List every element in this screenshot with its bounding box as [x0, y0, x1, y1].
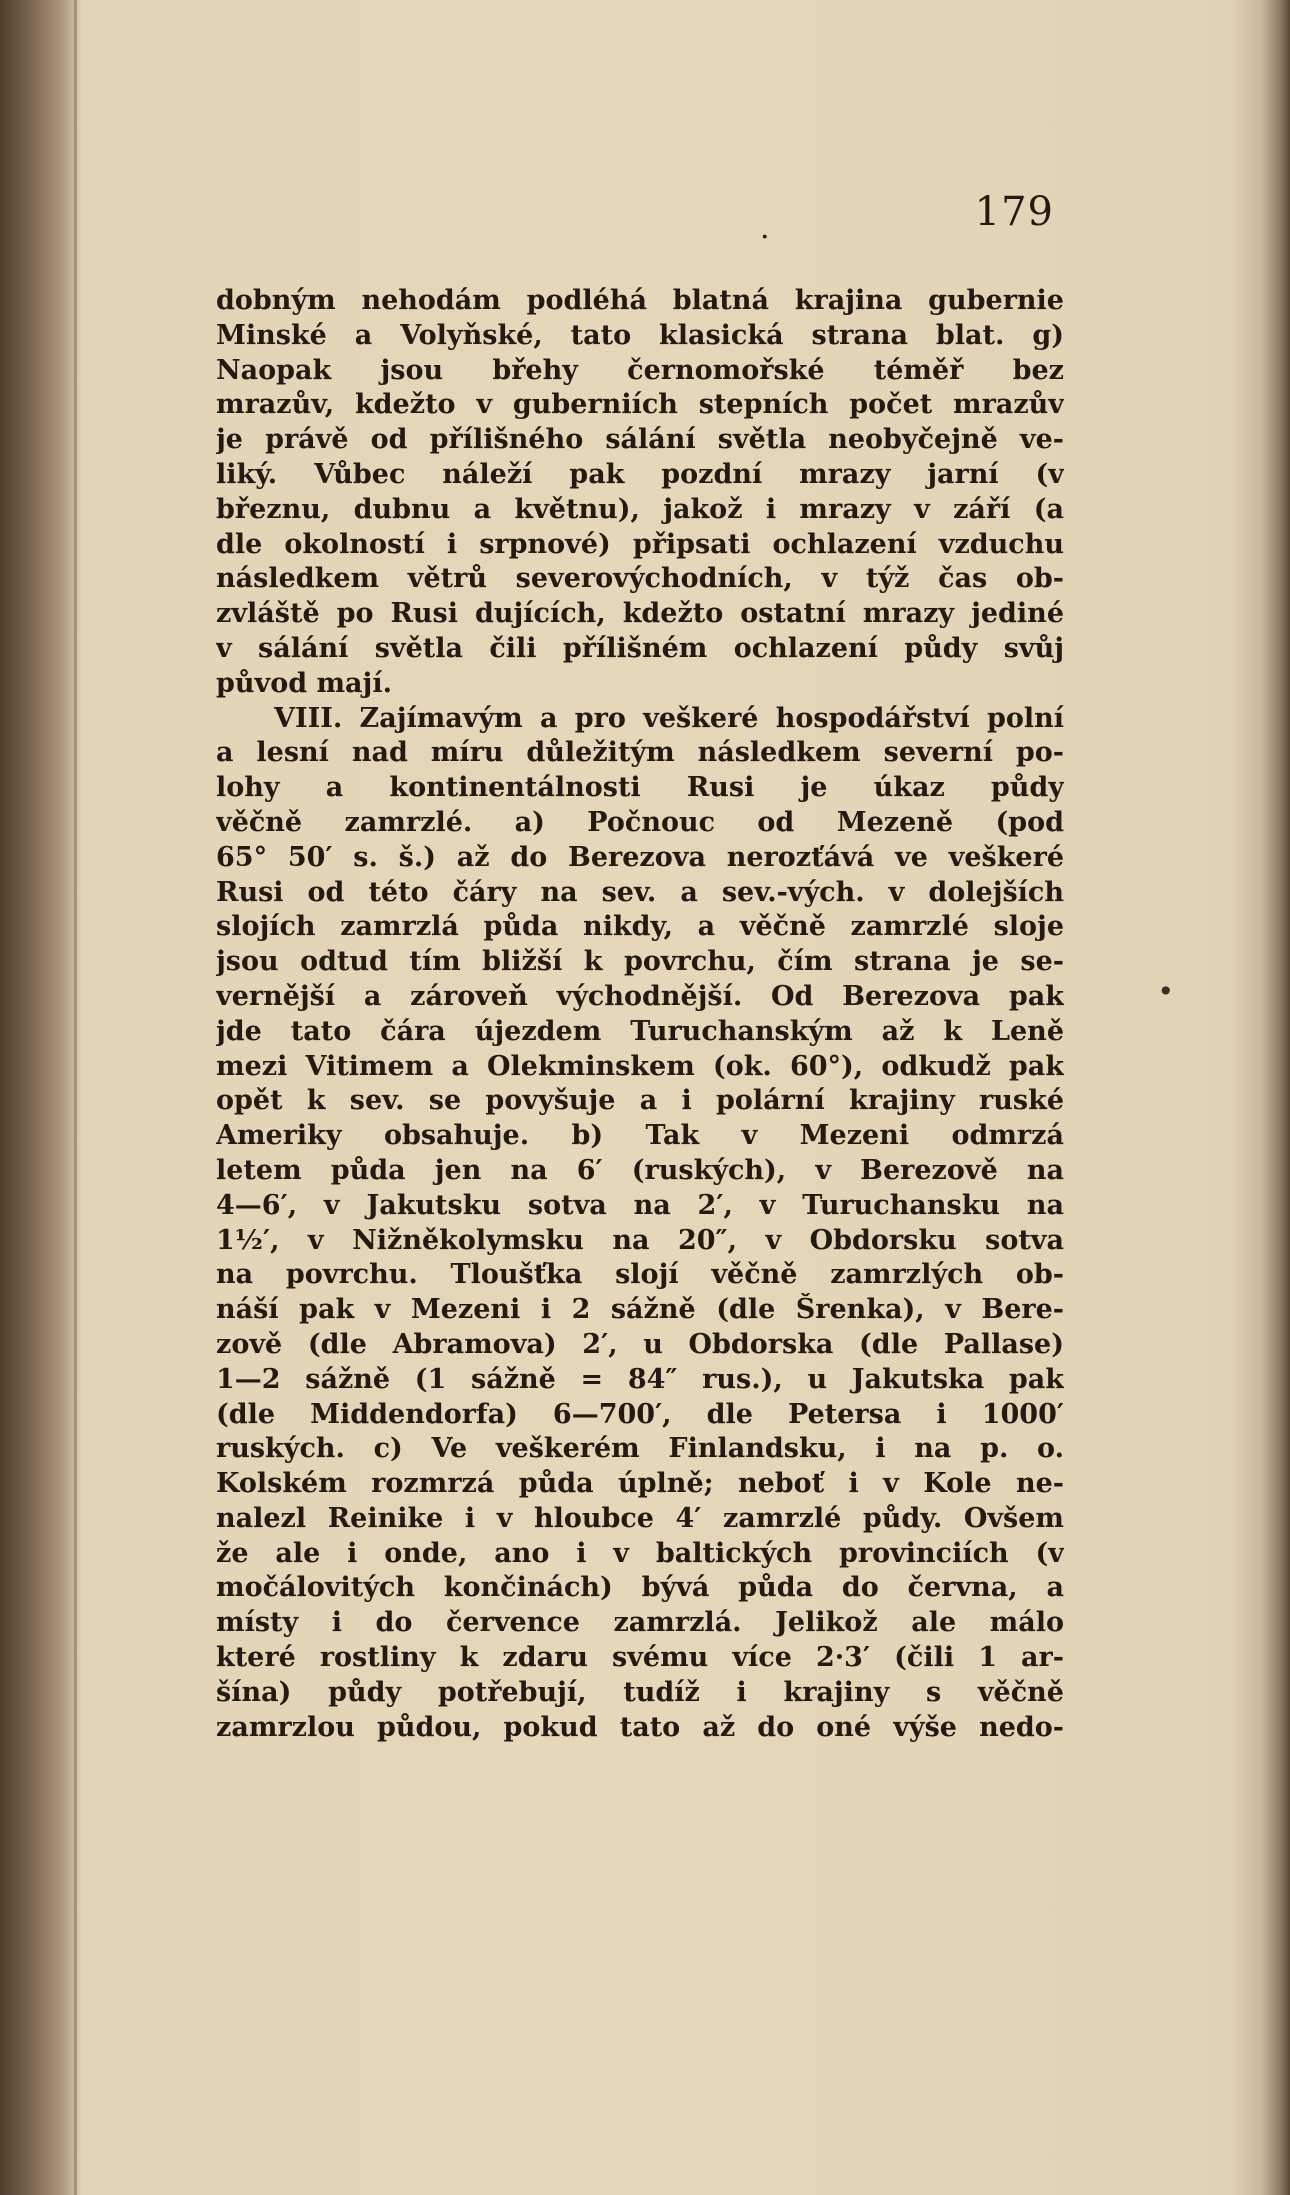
- text-line: věčně zamrzlé. a) Počnouc od Mezeně (pod: [216, 806, 1064, 838]
- text-line: dle okolností i srpnové) připsati ochlazení vzduchu: [216, 528, 1064, 560]
- text-line: lohy a kontinentálnosti Rusi je úkaz půdy: [216, 772, 1064, 804]
- text-line: močálovitých končinách) bývá půda do června, a: [216, 1572, 1064, 1604]
- text-line: že ale i onde, ano i v baltických provinciích (v: [216, 1537, 1064, 1569]
- text-line: jde tato čára újezdem Turuchanským až k Leně: [216, 1015, 1064, 1047]
- text-line: mezi Vitimem a Olekminskem (ok. 60°), odkudž pak: [216, 1050, 1064, 1082]
- text-line: zamrzlou půdou, pokud tato až do oné výše nedo-: [216, 1711, 1064, 1743]
- text-line: které rostliny k zdaru svému více 2·3′ (čili 1 ar-: [216, 1642, 1064, 1674]
- text-line: v sálání světla čili přílišném ochlazení půdy svůj: [216, 632, 1064, 664]
- text-line: březnu, dubnu a květnu), jakož i mrazy v září (a: [216, 493, 1064, 525]
- text-line: liký. Vůbec náleží pak pozdní mrazy jarní (v: [216, 458, 1064, 490]
- text-line: 1½′, v Nižněkolymsku na 20″, v Obdorsku sotva: [216, 1224, 1064, 1256]
- text-line: letem půda jen na 6′ (ruských), v Berezově na: [216, 1154, 1064, 1186]
- text-line: Kolském rozmrzá půda úplně; neboť i v Kole ne-: [216, 1468, 1064, 1500]
- text-line: opět k sev. se povyšuje a i polární krajiny ruské: [216, 1085, 1064, 1117]
- text-line: vernější a zároveň východnější. Od Berezova pak: [216, 980, 1064, 1012]
- page-number: 179: [974, 189, 1054, 235]
- book-gutter: [0, 0, 82, 2195]
- text-line: šína) půdy potřebují, tudíž i krajiny s věčně: [216, 1676, 1064, 1708]
- margin-mark: •: [1157, 975, 1174, 1008]
- paragraph-start-line: VIII. Zajímavým a pro veškeré hospodářství polní: [274, 702, 1064, 734]
- text-line: jsou odtud tím bližší k povrchu, čím strana je se-: [216, 946, 1064, 978]
- text-line: je právě od přílišného sálání světla neobyčejně ve-: [216, 424, 1064, 456]
- text-line: nalezl Reinike i v hloubce 4′ zamrzlé půdy. Ovšem: [216, 1502, 1064, 1534]
- text-line: Minské a Volyňské, tato klasická strana blat. g): [216, 319, 1064, 351]
- text-line: 1—2 sážně (1 sážně = 84″ rus.), u Jakutska pak: [216, 1363, 1064, 1395]
- text-line: ruských. c) Ve veškerém Finlandsku, i na p. o.: [216, 1433, 1064, 1465]
- text-line: na povrchu. Tloušťka slojí věčně zamrzlých ob-: [216, 1259, 1064, 1291]
- page-fold: [74, 0, 77, 2195]
- text-line: náší pak v Mezeni i 2 sážně (dle Šrenka), v Bere-: [216, 1294, 1064, 1326]
- text-line: Ameriky obsahuje. b) Tak v Mezeni odmrzá: [216, 1120, 1064, 1152]
- text-line: následkem větrů severovýchodních, v týž čas ob-: [216, 563, 1064, 595]
- text-line: zvláště po Rusi dujících, kdežto ostatní mrazy jediné: [216, 598, 1064, 630]
- text-line: 4—6′, v Jakutsku sotva na 2′, v Turuchansku na: [216, 1189, 1064, 1221]
- text-line: místy i do července zamrzlá. Jelikož ale málo: [216, 1607, 1064, 1639]
- text-line: zově (dle Abramova) 2′, u Obdorska (dle Pallase): [216, 1328, 1064, 1360]
- text-line: Rusi od této čáry na sev. a sev.-vých. v dolejších: [216, 876, 1064, 908]
- stray-mark: .: [760, 211, 770, 246]
- text-line: dobným nehodám podléhá blatná krajina gubernie: [216, 285, 1064, 316]
- text-line: (dle Middendorfa) 6—700′, dle Petersa i 1000′: [216, 1398, 1064, 1430]
- text-line: a lesní nad míru důležitým následkem severní po-: [216, 737, 1064, 769]
- text-line: Naopak jsou břehy černomořské téměř bez: [216, 354, 1064, 386]
- text-line: mrazův, kdežto v guberniích stepních počet mrazův: [216, 389, 1064, 421]
- text-line: slojích zamrzlá půda nikdy, a věčně zamrzlé sloje: [216, 911, 1064, 943]
- text-line: původ mají.: [216, 667, 392, 699]
- text-line: 65° 50′ s. š.) až do Berezova nerozťává ve veškeré: [216, 841, 1064, 873]
- text-body: [216, 284, 1064, 1745]
